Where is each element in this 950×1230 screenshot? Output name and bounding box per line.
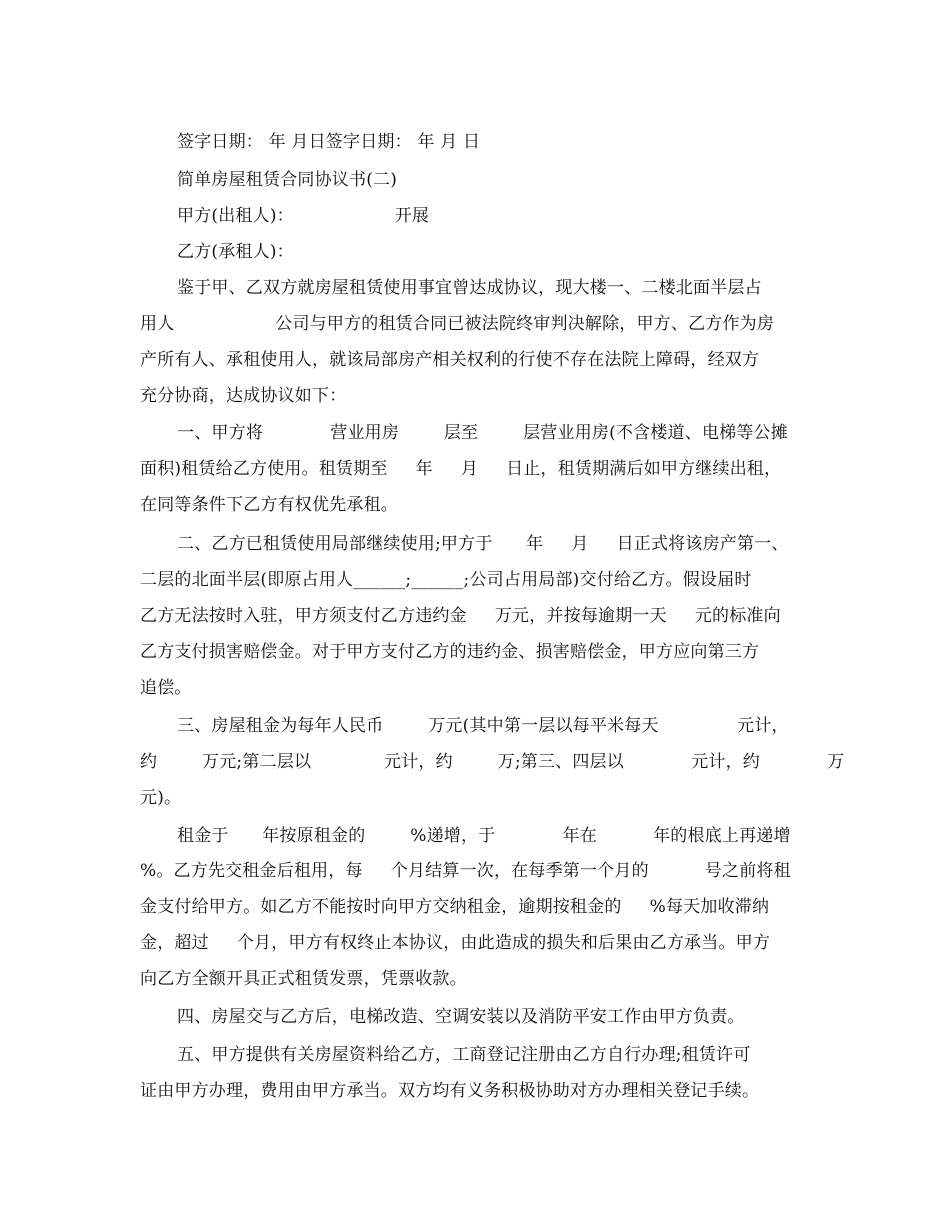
rent-terms-line: %。乙方先交租金后租用，每 个月结算一次，在每季第一个月的 号之前将租 [140, 861, 791, 881]
clause-3-line: 三、房屋租金为每年人民币 万元(其中第一层以每平米每天 元计， [177, 716, 789, 736]
clause-2-line: 乙方无法按时入驻，甲方须支付乙方违约金 万元，并按每逾期一天 元的标准向 [140, 606, 781, 626]
clause-3-line: 元)。 [140, 788, 182, 808]
clause-3-line: 约 万元;第二层以 元计，约 万;第三、四层以 元计，约 万 [140, 752, 845, 772]
clause-2-line: 乙方支付损害赔偿金。对于甲方支付乙方的违约金、损害赔偿金，甲方应向第三方 [140, 642, 760, 662]
paragraph-line: 产所有人、承租使用人，就该局部房产相关权利的行使不存在法院上障碍，经双方 [140, 350, 760, 370]
rent-terms-line: 租金于 年按原租金的 %递增，于 年在 年的根底上再递增 [177, 826, 791, 846]
clause-1-line: 面积)租赁给乙方使用。租赁期至 年 月 日止，租赁期满后如甲方继续出租， [140, 459, 782, 479]
party-b-line: 乙方(承租人)： [177, 242, 294, 262]
party-a-line: 甲方(出租人)： 开展 [177, 206, 430, 226]
clause-2-line: 二层的北面半层(即原占用人______;______;公司占用局部)交付给乙方。假设届时 [140, 570, 752, 590]
clause-4-line: 四、房屋交与乙方后，电梯改造、空调安装以及消防平安工作由甲方负责。 [177, 1007, 745, 1027]
rent-terms-line: 金支付给甲方。如乙方不能按时向甲方交纳租金，逾期按租金的 %每天加收滞纳 [140, 897, 770, 917]
rent-terms-line: 向乙方全额开具正式租赁发票，凭票收款。 [140, 969, 467, 989]
paragraph-line: 鉴于甲、乙双方就房屋租赁使用事宜曾达成协议，现大楼一、二楼北面半层占 [177, 278, 762, 298]
clause-1-line: 一、甲方将 营业用房 层至 层营业用房(不含楼道、电梯等公摊 [177, 423, 788, 443]
paragraph-line: 充分协商，达成协议如下： [140, 386, 347, 406]
clause-5-line: 五、甲方提供有关房屋资料给乙方，工商登记注册由乙方自行办理;租赁许可 [177, 1045, 751, 1065]
signature-date-line: 签字日期： 年 月日签字日期： 年 月 日 [177, 132, 481, 152]
section-title: 简单房屋租赁合同协议书(二) [177, 170, 398, 190]
clause-1-line: 在同等条件下乙方有权优先承租。 [140, 495, 398, 515]
clause-5-line: 证由甲方办理，费用由甲方承当。双方均有义务积极协助对方办理相关登记手续。 [140, 1081, 760, 1101]
clause-2-line: 追偿。 [140, 678, 192, 698]
rent-terms-line: 金，超过 个月，甲方有权终止本协议，由此造成的损失和后果由乙方承当。甲方 [140, 933, 771, 953]
clause-2-line: 二、乙方已租赁使用局部继续使用;甲方于 年 月 日正式将该房产第一、 [177, 534, 789, 554]
paragraph-line: 用人 公司与甲方的租赁合同已被法院终审判决解除，甲方、乙方作为房 [140, 314, 775, 334]
